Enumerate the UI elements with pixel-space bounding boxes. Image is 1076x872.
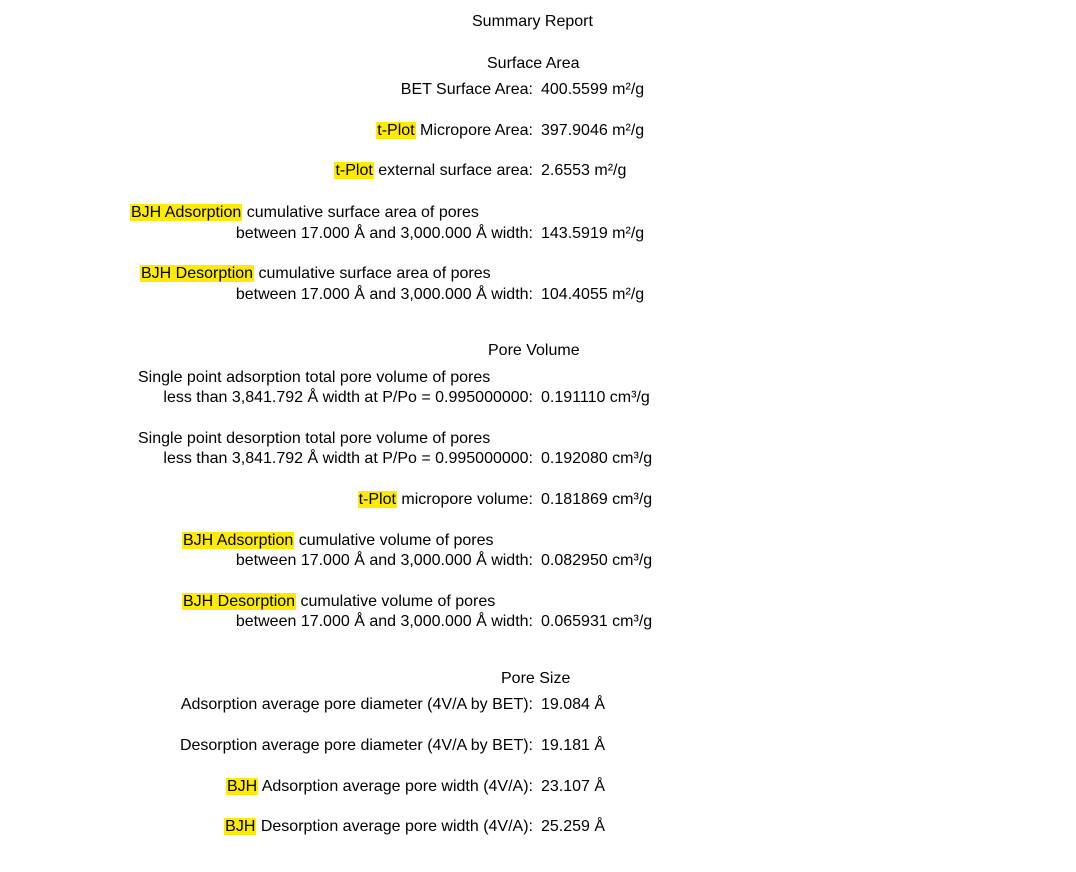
- highlight-bjh: BJH: [226, 778, 258, 795]
- bjh-des-width-value: 25.259 Å: [541, 818, 606, 835]
- single-point-des-volume-label: less than 3,841.792 Å width at P/Po = 0.995000000:: [163, 450, 533, 467]
- tplot-external-area-label: t-Plot external surface area:: [335, 162, 533, 179]
- highlight-bjh-desorption: BJH Desorption: [141, 265, 254, 282]
- report-title: Summary Report: [472, 13, 593, 30]
- bjh-des-surface-area-value: 104.4055 m²/g: [541, 286, 645, 303]
- highlight-bjh-adsorption: BJH Adsorption: [183, 532, 294, 549]
- ads-bet-diameter-label: Adsorption average pore diameter (4V/A by BET):: [180, 696, 533, 713]
- bjh-des-volume-label: between 17.000 Å and 3,000.000 Å width:: [235, 613, 533, 630]
- single-point-ads-volume-value: 0.191110 cm³/g: [541, 389, 650, 406]
- bjh-ads-volume-value: 0.082950 cm³/g: [541, 552, 653, 569]
- des-bet-diameter-value: 19.181 Å: [541, 737, 606, 754]
- bjh-ads-surface-area-line1: BJH Adsorption cumulative surface area of pores: [131, 204, 479, 221]
- single-point-des-volume-line1: Single point desorption total pore volume of pores: [138, 430, 491, 447]
- highlight-tplot: t-Plot: [377, 122, 415, 139]
- bet-surface-area-value: 400.5599 m²/g: [541, 81, 645, 98]
- bet-surface-area-label: BET Surface Area:: [400, 81, 533, 98]
- bjh-ads-surface-area-label: between 17.000 Å and 3,000.000 Å width:: [235, 225, 533, 242]
- single-point-ads-volume-line1: Single point adsorption total pore volume of pores: [138, 369, 491, 386]
- tplot-micropore-volume-label: t-Plot micropore volume:: [358, 491, 533, 508]
- bjh-ads-width-value: 23.107 Å: [541, 778, 606, 795]
- highlight-bjh-desorption: BJH Desorption: [183, 593, 296, 610]
- bjh-ads-surface-area-value: 143.5919 m²/g: [541, 225, 645, 242]
- ads-bet-diameter-value: 19.084 Å: [541, 696, 606, 713]
- bjh-des-surface-area-line1: BJH Desorption cumulative surface area of pores: [141, 265, 491, 282]
- tplot-external-area-value: 2.6553 m²/g: [541, 162, 627, 179]
- bjh-des-surface-area-label: between 17.000 Å and 3,000.000 Å width:: [235, 286, 533, 303]
- bjh-ads-width-label: BJH Adsorption average pore width (4V/A):: [226, 778, 533, 795]
- des-bet-diameter-label: Desorption average pore diameter (4V/A by BET):: [179, 737, 533, 754]
- surface-area-heading: Surface Area: [487, 55, 580, 72]
- tplot-micropore-volume-value: 0.181869 cm³/g: [541, 491, 653, 508]
- bjh-des-volume-value: 0.065931 cm³/g: [541, 613, 653, 630]
- tplot-micropore-area-label: t-Plot Micropore Area:: [377, 122, 533, 139]
- highlight-bjh-adsorption: BJH Adsorption: [131, 204, 242, 221]
- single-point-des-volume-value: 0.192080 cm³/g: [541, 450, 653, 467]
- tplot-micropore-area-value: 397.9046 m²/g: [541, 122, 645, 139]
- highlight-bjh: BJH: [225, 818, 256, 835]
- bjh-des-width-label: BJH Desorption average pore width (4V/A):: [225, 818, 533, 835]
- bjh-ads-volume-line1: BJH Adsorption cumulative volume of pores: [183, 532, 494, 549]
- bjh-ads-volume-label: between 17.000 Å and 3,000.000 Å width:: [235, 552, 533, 569]
- highlight-tplot: t-Plot: [358, 491, 396, 508]
- single-point-ads-volume-label: less than 3,841.792 Å width at P/Po = 0.995000000:: [163, 389, 533, 406]
- pore-size-heading: Pore Size: [501, 670, 571, 687]
- highlight-tplot: t-Plot: [335, 162, 373, 179]
- bjh-des-volume-line1: BJH Desorption cumulative volume of pores: [183, 593, 496, 610]
- pore-volume-heading: Pore Volume: [488, 342, 580, 359]
